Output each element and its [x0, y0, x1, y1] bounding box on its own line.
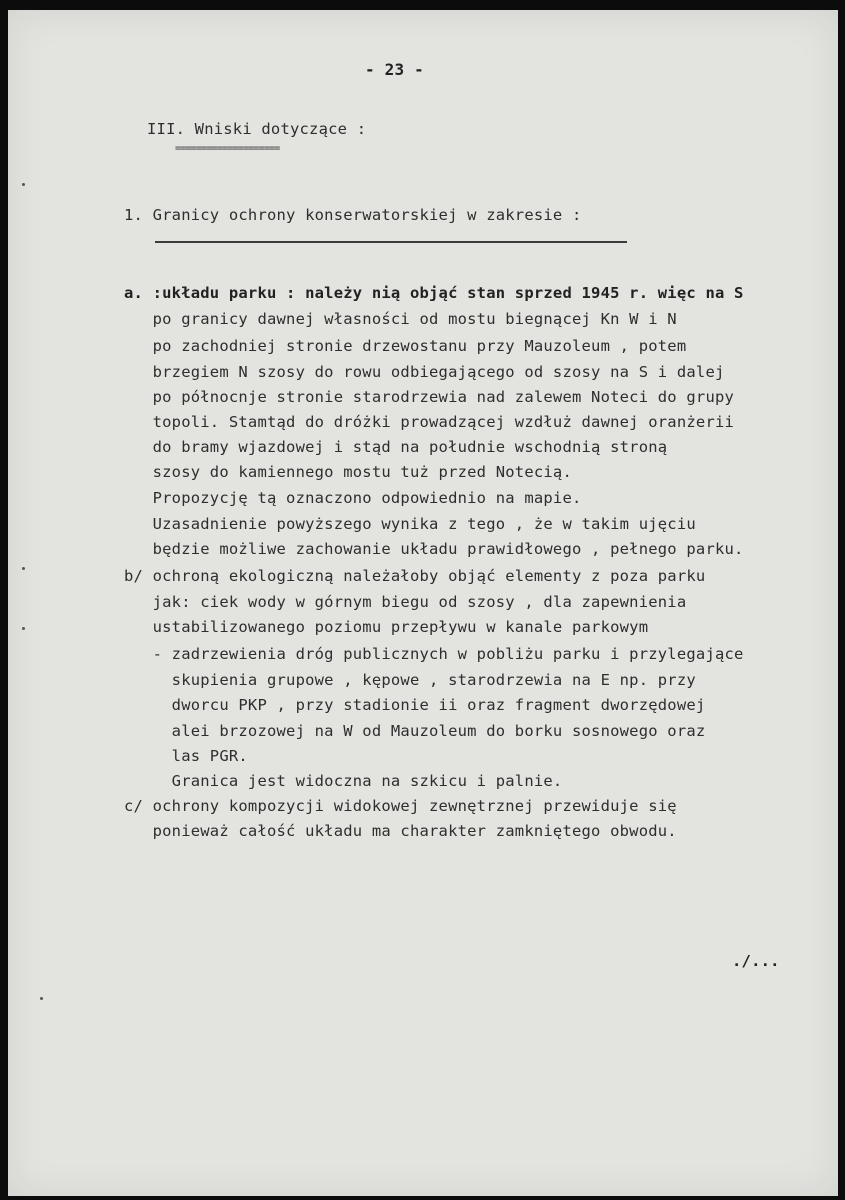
body-line: c/ ochrony kompozycji widokowej zewnętrznej przewiduje się: [124, 797, 677, 815]
body-line: skupienia grupowe , kępowe , starodrzewia na E np. przy: [124, 671, 696, 689]
body-line: - zadrzewienia dróg publicznych w pobliżu parku i przylegające: [124, 645, 744, 663]
body-line: po północnje stronie starodrzewia nad zalewem Noteci do grupy: [124, 388, 735, 406]
margin-mark: [22, 567, 25, 570]
body-line: jak: ciek wody w górnym biegu od szosy , dla zapewnienia: [124, 593, 687, 611]
margin-mark: [22, 627, 25, 630]
body-line: topoli. Stamtąd do dróżki prowadzącej wzdłuż dawnej oranżerii: [124, 413, 735, 431]
body-line: alei brzozowej na W od Mauzoleum do borku sosnowego oraz: [124, 722, 706, 740]
margin-mark: [40, 997, 43, 1000]
subsection-title: 1. Granicy ochrony konserwatorskiej w zakresie :: [124, 206, 582, 224]
margin-mark: [22, 183, 25, 186]
body-line: po granicy dawnej własności od mostu biegnącej Kn W i N: [124, 310, 677, 328]
heading-underline: ====================: [175, 143, 280, 154]
body-line: będzie możliwe zachowanie układu prawidłowego , pełnego parku.: [124, 540, 744, 558]
body-line: ponieważ całość układu ma charakter zamkniętego obwodu.: [124, 822, 677, 840]
body-line: po zachodniej stronie drzewostanu przy Mauzoleum , potem: [124, 337, 687, 355]
body-line: brzegiem N szosy do rowu odbiegającego od szosy na S i dalej: [124, 363, 725, 381]
body-line: las PGR.: [124, 747, 248, 765]
body-line: do bramy wjazdowej i stąd na południe wschodnią stroną: [124, 438, 668, 456]
page-number: - 23 -: [365, 60, 424, 79]
body-line: Uzasadnienie powyższego wynika z tego , że w takim ujęciu: [124, 515, 696, 533]
body-line: Granica jest widoczna na szkicu i palnie.: [124, 772, 563, 790]
body-line: Propozycję tą oznaczono odpowiednio na mapie.: [124, 489, 582, 507]
body-line: a. :układu parku : należy nią objąć stan sprzed 1945 r. więc na S: [124, 284, 744, 302]
subsection-underline: [155, 241, 627, 243]
body-line: ustabilizowanego poziomu przepływu w kanale parkowym: [124, 618, 649, 636]
body-line: dworcu PKP , przy stadionie ii oraz fragment dworzędowej: [124, 696, 706, 714]
section-heading: III. Wniski dotyczące :: [147, 120, 367, 138]
continuation-mark: ./...: [732, 952, 780, 970]
body-line: b/ ochroną ekologiczną należałoby objąć elementy z poza parku: [124, 567, 706, 585]
body-line: szosy do kamiennego mostu tuż przed Notecią.: [124, 463, 572, 481]
